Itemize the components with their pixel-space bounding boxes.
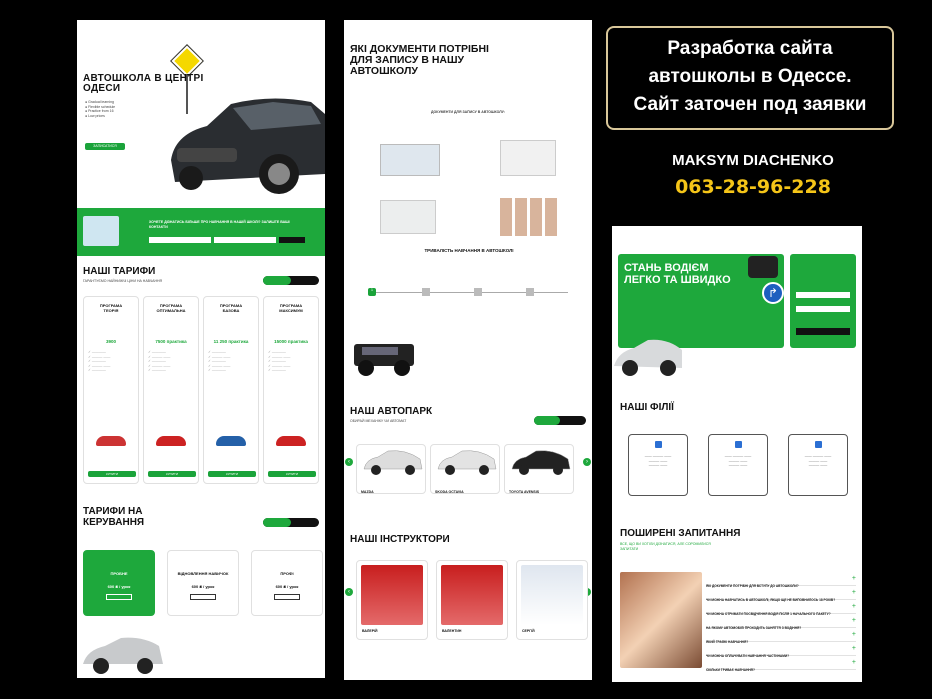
promo-banner — [606, 26, 894, 130]
faq-question: ЯКИЙ ГРАФІК НАВЧАННЯ? — [706, 640, 749, 644]
instructors-prev-arrow[interactable]: ‹ — [345, 588, 353, 596]
branch-details: —— ——— —— ——— —— ——— —— — [804, 454, 832, 467]
timeline-step-1: 1 — [368, 288, 376, 296]
tariffs-title: НАШІ ТАРИФИ — [83, 266, 156, 277]
branch-details: —— ——— —— ——— —— ——— —— — [724, 454, 752, 467]
faq-title: ПОШИРЕНІ ЗАПИТАННЯ — [620, 528, 741, 539]
tariff-name: ПРОГРАМА ТЕОРІЯ — [99, 303, 123, 313]
tariff-card — [83, 296, 139, 484]
callback-image — [83, 216, 119, 246]
traffic-light-icon — [748, 256, 778, 278]
site-preview-home — [77, 20, 325, 678]
driving-price: 600 ₴ / урок — [107, 584, 131, 589]
driving-price: 600 ₴ / урок — [275, 584, 299, 589]
faq-expand-icon[interactable]: + — [851, 603, 856, 610]
fleet-car-card[interactable] — [356, 444, 426, 494]
tariff-price: 3900 — [105, 339, 116, 344]
instructor-photo — [361, 565, 423, 625]
instructor-name: СЕРГІЙ — [522, 629, 535, 633]
fleet-car-image — [506, 447, 574, 477]
hero-cta-button[interactable]: ЗАПИСАТИСЯ — [85, 143, 125, 150]
faq-question: ЧИ МОЖНА ОТРИМАТИ ПОСВІДЧЕННЯ ВОДІЯ ПІСЛЯ 1 НАЧАЛЬНОГО ПАКЕТУ? — [706, 612, 831, 616]
fleet-prev-arrow[interactable]: ‹ — [345, 458, 353, 466]
timeline-step-4 — [526, 288, 534, 296]
faq-question: НА ЯКОМУ АВТОМОБІЛІ ПРОХОДИТЬ ЗАНЯТТЯ З ВОДІННЯ? — [706, 626, 802, 630]
tariff-card — [263, 296, 319, 484]
fleet-car-card[interactable] — [430, 444, 500, 494]
instructor-name: ВАЛЕНТИН — [442, 629, 462, 633]
jeep-image — [350, 338, 420, 378]
author-name: MAKSYM DIACHENKO — [672, 152, 834, 169]
landing-hero-title: СТАНЬ ВОДІЄМ ЛЕГКО ТА ШВИДКО — [624, 262, 731, 286]
landing-form-submit-button[interactable] — [796, 328, 850, 335]
fleet-car-card[interactable] — [504, 444, 574, 494]
promo-line-3: Сайт заточен под заявки — [633, 94, 867, 115]
id-card-image — [380, 144, 440, 176]
tariff-price: 15000 практика — [274, 339, 308, 344]
footer-car-image — [81, 634, 165, 678]
branch-card[interactable] — [708, 434, 768, 496]
instructor-name: ВАЛЕРІЙ — [362, 629, 378, 633]
hero-car-image — [161, 90, 325, 200]
map-pin-icon — [735, 441, 742, 448]
timeline-step-3 — [474, 288, 482, 296]
fleet-car-image — [432, 447, 500, 477]
fleet-car-image — [358, 447, 426, 477]
callback-submit-button[interactable] — [279, 237, 305, 243]
driving-toggle[interactable] — [263, 518, 319, 527]
hero-title: АВТОШКОЛА В ЦЕНТРІ ОДЕСИ — [83, 73, 204, 94]
driving-button[interactable] — [274, 594, 300, 600]
buy-button[interactable]: КУПИТИ — [88, 471, 136, 477]
faq-item[interactable] — [706, 588, 856, 600]
landing-car-image — [612, 336, 684, 380]
callback-text: ХОЧЕТЕ ДІЗНАТИСЬ БІЛЬШЕ ПРО НАВЧАННЯ В НАШІЙ ШКОЛІ? ЗАЛИШТЕ ВАШІ КОНТАКТИ — [149, 220, 290, 229]
faq-photo — [620, 572, 702, 668]
landing-form-phone-input[interactable] — [796, 306, 850, 312]
fleet-toggle[interactable] — [534, 416, 586, 425]
promo-line-2: автошколы в Одессе. — [648, 66, 852, 87]
faq-item[interactable] — [706, 574, 856, 586]
priority-road-sign-icon — [171, 45, 202, 76]
author-phone[interactable]: 063-28-96-228 — [675, 176, 831, 198]
tariff-name: ПРОГРАМА МАКСИМУМ — [279, 303, 303, 313]
faq-question: СКІЛЬКИ ТРИВАЄ НАВЧАННЯ? — [706, 668, 755, 672]
faq-item[interactable] — [706, 602, 856, 614]
passport-image — [380, 200, 436, 234]
fleet-next-arrow[interactable]: › — [583, 458, 591, 466]
tariff-car-image — [216, 436, 246, 446]
driving-button[interactable] — [106, 594, 132, 600]
site-preview-landing — [612, 226, 862, 682]
faq-expand-icon[interactable]: + — [851, 575, 856, 582]
instructors-title: НАШІ ІНСТРУКТОРИ — [350, 534, 450, 545]
faq-expand-icon[interactable]: + — [851, 589, 856, 596]
faq-item[interactable] — [706, 616, 856, 628]
tariff-name: ПРОГРАМА ОПТИМАЛЬНА — [156, 303, 186, 313]
faq-item[interactable] — [706, 630, 856, 642]
instructor-card[interactable] — [516, 560, 588, 640]
docs-title: ЯКІ ДОКУМЕНТИ ПОТРІБНІ ДЛЯ ЗАПИСУ В НАШУ АВТОШКОЛУ — [350, 43, 489, 77]
tariff-car-image — [276, 436, 306, 446]
faq-question: ЧИ МОЖНА ОПЛАЧУВАТИ НАВЧАННЯ ЧАСТИНАМИ? — [706, 654, 790, 658]
faq-subtitle: ВСЕ, ЩО ВИ ХОТІЛИ ДІЗНАТИСЯ, АЛЕ СОРОМИЛИСЯ ЗАПИТАТИ — [620, 542, 711, 551]
fleet-subtitle: ОБИРАЙ МЕХАНІКУ ЧИ АВТОМАТ — [350, 419, 407, 423]
landing-form-name-input[interactable] — [796, 292, 850, 298]
fleet-car-name: SKODA OCTAVIA — [435, 490, 464, 494]
map-pin-icon — [815, 441, 822, 448]
buy-button[interactable]: КУПИТИ — [208, 471, 256, 477]
site-preview-documents — [344, 20, 592, 680]
tariff-price: 7500 практика — [155, 339, 187, 344]
driving-price: 600 ₴ / урок — [191, 584, 215, 589]
tariff-name: ПРОГРАМА БАЗОВА — [219, 303, 243, 313]
timeline-step-2 — [422, 288, 430, 296]
branch-card[interactable] — [788, 434, 848, 496]
driving-card — [251, 550, 323, 616]
promo-line-1: Разработка сайта — [667, 38, 833, 59]
faq-expand-icon[interactable]: + — [851, 645, 856, 652]
driving-name: ВІДНОВЛЕННЯ НАВИЧОК — [177, 571, 229, 576]
faq-expand-icon[interactable]: + — [851, 617, 856, 624]
med-cert-image — [500, 140, 556, 176]
faq-expand-icon[interactable]: + — [851, 659, 856, 666]
driving-name: ПРОБНЕ — [110, 571, 128, 576]
driving-card — [83, 550, 155, 616]
tariffs-toggle[interactable] — [263, 276, 319, 285]
faq-item[interactable] — [706, 644, 856, 656]
duration-title: ТРИВАЛІСТЬ НАВЧАННЯ В АВТОШКОЛІ — [424, 248, 514, 253]
buy-button[interactable]: КУПИТИ — [148, 471, 196, 477]
tariff-car-image — [156, 436, 186, 446]
driving-name: ПРОФІ — [280, 571, 294, 576]
tariff-features: ✓ ———— ✓ ——— —— ✓ ———— ✓ ——— —— ✓ ———— — [208, 350, 231, 372]
callback-name-input[interactable] — [149, 237, 211, 243]
faq-question: ЧИ МОЖНА НАВЧАТИСЬ В АВТОШКОЛІ, ЯКЩО ЩЕ НЕ ВИПОВНИЛОСЬ 18 РОКІВ? — [706, 598, 836, 602]
timeline — [368, 292, 568, 293]
driving-card — [167, 550, 239, 616]
fleet-car-name: MAZDA — [361, 490, 374, 494]
callback-phone-input[interactable] — [214, 237, 276, 243]
branches-title: НАШІ ФІЛІЇ — [620, 402, 674, 413]
tariff-card — [203, 296, 259, 484]
photos-image — [500, 198, 560, 236]
branch-card[interactable] — [628, 434, 688, 496]
tariff-car-image — [96, 436, 126, 446]
tariff-features: ✓ ———— ✓ ——— —— ✓ ———— ✓ ——— —— ✓ ———— — [88, 350, 111, 372]
docs-subtitle: ДОКУМЕНТИ ДЛЯ ЗАПИСУ В АВТОШКОЛУ: — [431, 110, 505, 114]
map-pin-icon — [655, 441, 662, 448]
driving-button[interactable] — [190, 594, 216, 600]
direction-sign-icon: ↱ — [762, 282, 784, 304]
fleet-car-name: TOYOTA AVENSIS — [509, 490, 540, 494]
instructor-photo — [521, 565, 583, 625]
buy-button[interactable]: КУПИТИ — [268, 471, 316, 477]
instructor-card[interactable] — [436, 560, 508, 640]
fleet-title: НАШ АВТОПАРК — [350, 406, 433, 417]
tariff-card — [143, 296, 199, 484]
tariffs-subtitle: ГАРАНТУЄМО НАЙНИЖЧІ ЦІНИ НА НАВЧАННЯ — [83, 279, 163, 283]
tariff-features: ✓ ———— ✓ ——— —— ✓ ———— ✓ ——— —— ✓ ———— — [268, 350, 291, 372]
tariff-price: 11 250 практика — [213, 339, 249, 344]
faq-item[interactable] — [706, 658, 856, 670]
instructor-card[interactable] — [356, 560, 428, 640]
instructor-photo — [441, 565, 503, 625]
faq-expand-icon[interactable]: + — [851, 631, 856, 638]
tariff-features: ✓ ———— ✓ ——— —— ✓ ———— ✓ ——— —— ✓ ———— — [148, 350, 171, 372]
faq-question: ЯКІ ДОКУМЕНТИ ПОТРІБНІ ДЛЯ ВСТУПУ ДО АВТОШКОЛИ? — [706, 584, 799, 588]
branch-details: —— ——— —— ——— —— ——— —— — [644, 454, 672, 467]
hero-features: ● Gradual learning ● Flexible schedule ● Practice from 16 ● Low prices — [85, 100, 116, 118]
driving-tariffs-title: ТАРИФИ НА КЕРУВАННЯ — [83, 506, 145, 528]
